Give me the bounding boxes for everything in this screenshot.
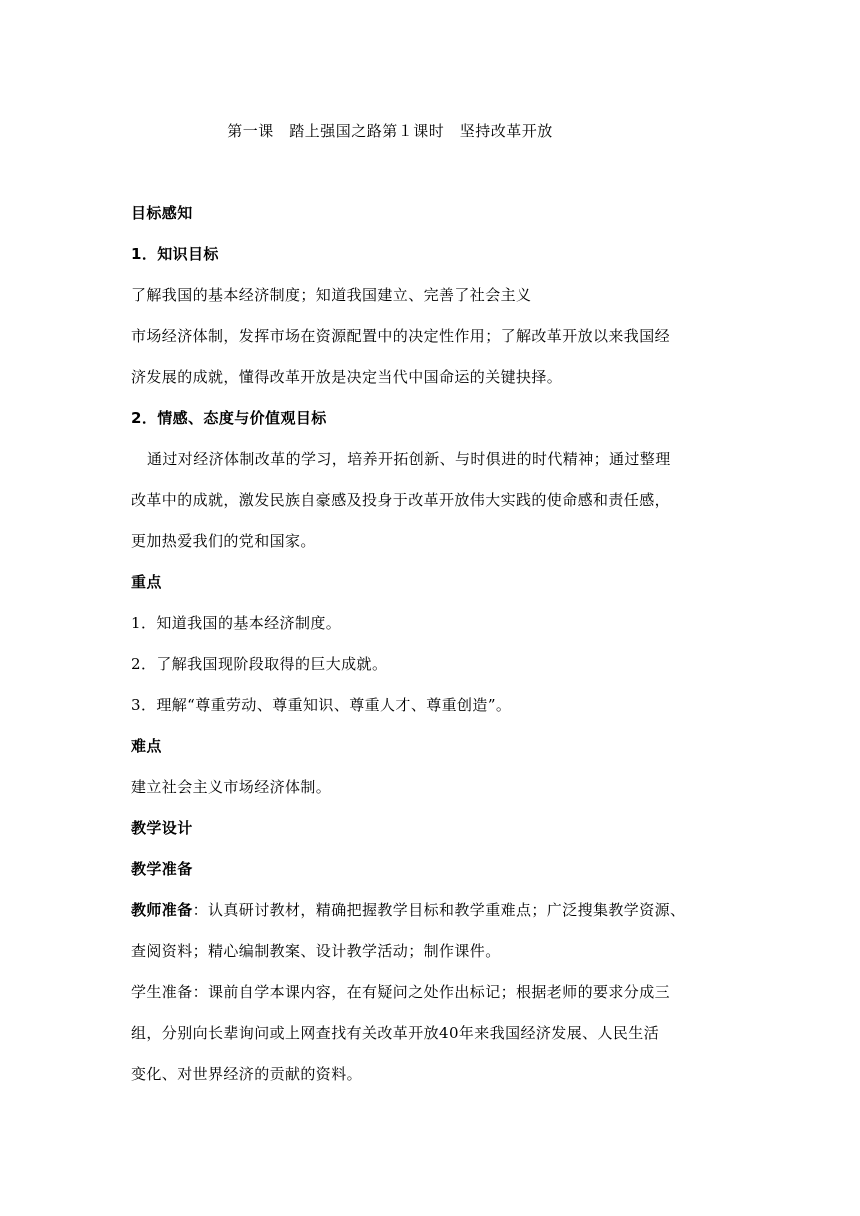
emotion-heading: 2．情感、态度与价值观目标 bbox=[131, 409, 327, 427]
student-prep-line: 组，分别向长辈询问或上网查找有关改革开放40年来我国经济发展、人民生活 bbox=[131, 1024, 660, 1042]
key-item: 1．知道我国的基本经济制度。 bbox=[131, 614, 342, 632]
teacher-prep-label: 教师准备 bbox=[131, 901, 193, 919]
teacher-prep-line bbox=[131, 895, 731, 926]
key-heading: 重点 bbox=[131, 573, 162, 591]
design-heading: 教学设计 bbox=[131, 819, 193, 837]
document-body bbox=[131, 198, 731, 1100]
goals-heading: 目标感知 bbox=[131, 204, 193, 222]
prep-heading: 教学准备 bbox=[131, 860, 193, 878]
key-item: 3．理解“尊重劳动、尊重知识、尊重人才、尊重创造”。 bbox=[131, 696, 512, 714]
lesson-title: 第一课 踏上强国之路第１课时 坚持改革开放 bbox=[227, 122, 553, 140]
difficulty-text: 建立社会主义市场经济体制。 bbox=[131, 778, 332, 796]
teacher-prep-line: 查阅资料；精心编制教案、设计教学活动；制作课件。 bbox=[131, 942, 501, 960]
emotion-line: 改革中的成就，激发民族自豪感及投身于改革开放伟大实践的使命感和责任感， bbox=[131, 491, 671, 509]
emotion-line: 更加热爱我们的党和国家。 bbox=[131, 532, 316, 550]
knowledge-line: 济发展的成就，懂得改革开放是决定当代中国命运的关键抉择。 bbox=[131, 368, 563, 386]
knowledge-heading: 1．知识目标 bbox=[131, 245, 219, 263]
difficulty-heading: 难点 bbox=[131, 737, 162, 755]
knowledge-line: 了解我国的基本经济制度；知道我国建立、完善了社会主义 bbox=[131, 286, 532, 304]
teacher-prep-text: ：认真研讨教材，精确把握教学目标和教学重难点；广泛搜集教学资源、 bbox=[192, 901, 686, 919]
emotion-line: 通过对经济体制改革的学习，培养开拓创新、与时俱进的时代精神；通过整理 bbox=[147, 450, 671, 468]
student-prep-line: 变化、对世界经济的贡献的资料。 bbox=[131, 1065, 363, 1083]
student-prep-line: 学生准备：课前自学本课内容，在有疑问之处作出标记；根据老师的要求分成三 bbox=[131, 983, 671, 1001]
knowledge-line: 市场经济体制，发挥市场在资源配置中的决定性作用；了解改革开放以来我国经 bbox=[131, 327, 671, 345]
key-item: 2．了解我国现阶段取得的巨大成就。 bbox=[131, 655, 388, 673]
